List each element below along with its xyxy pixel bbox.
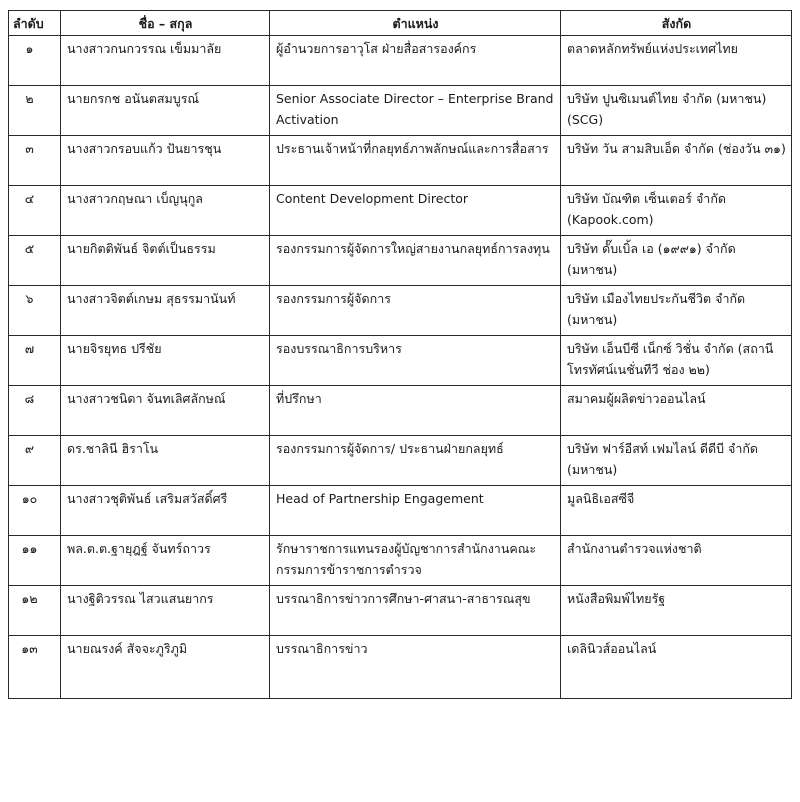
row-name: นายณรงค์ สัจจะภูริภูมิ	[61, 636, 270, 699]
row-no-text: ๑๑	[21, 541, 38, 556]
table-row	[9, 286, 792, 336]
row-position: บรรณาธิการข่าวการศึกษา-ศาสนา-สาธารณสุข	[270, 586, 561, 636]
row-no-text: ๔	[24, 191, 35, 206]
row-affiliation: บริษัท ปูนซิเมนต์ไทย จำกัด (มหาชน) (SCG)	[561, 86, 792, 136]
row-no	[9, 286, 61, 336]
row-name: นายกิตติพันธ์ จิตต์เป็นธรรม	[61, 236, 270, 286]
row-position: รองกรรมการผู้จัดการ	[270, 286, 561, 336]
member-list-table	[8, 10, 792, 699]
header-no: ลำดับ	[9, 11, 61, 36]
row-name: นางสาวกนกวรรณ เข็มมาลัย	[61, 36, 270, 86]
row-name: ดร.ชาลินี ฮิราโน	[61, 436, 270, 486]
row-no-text: ๒	[25, 91, 34, 106]
row-no-text: ๑๒	[21, 591, 38, 606]
header-affiliation: สังกัด	[561, 11, 792, 36]
row-no-text: ๖	[25, 291, 34, 306]
row-no-text: ๓	[25, 141, 34, 156]
row-affiliation: บริษัท เอ็นบีซี เน็กซ์ วิชั่น จำกัด (สถานีโทรทัศน์เนชั่นทีวี ช่อง ๒๒)	[561, 336, 792, 386]
table-row	[9, 386, 792, 436]
row-affiliation: บริษัท วัน สามสิบเอ็ด จำกัด (ช่องวัน ๓๑)	[561, 136, 792, 186]
row-name: นายจิรยุทธ ปรีชัย	[61, 336, 270, 386]
row-name: นางสาวชุติพันธ์ เสริมสวัสดิ์ศรี	[61, 486, 270, 536]
row-name: นางสาวจิตต์เกษม สุธรรมานันท์	[61, 286, 270, 336]
row-no	[9, 336, 61, 386]
row-no-text: ๑๐	[21, 491, 38, 506]
row-position: รองกรรมการผู้จัดการใหญ่สายงานกลยุทธ์การลงทุน	[270, 236, 561, 286]
row-affiliation: เดลินิวส์ออนไลน์	[561, 636, 792, 699]
row-no	[9, 186, 61, 236]
row-no-text: ๘	[24, 391, 35, 406]
table-row	[9, 36, 792, 86]
row-no	[9, 486, 61, 536]
table-row	[9, 486, 792, 536]
header-name: ชื่อ – สกุล	[61, 11, 270, 36]
row-no	[9, 86, 61, 136]
row-name: พล.ต.ต.ฐายุฎฐ์ จันทร์ถาวร	[61, 536, 270, 586]
row-affiliation: สมาคมผู้ผลิตข่าวออนไลน์	[561, 386, 792, 436]
row-position: Senior Associate Director – Enterprise Brand Activation	[270, 86, 561, 136]
row-position: Head of Partnership Engagement	[270, 486, 561, 536]
row-no	[9, 386, 61, 436]
table-row	[9, 136, 792, 186]
row-affiliation: บริษัท บัณฑิต เซ็นเตอร์ จำกัด (Kapook.com)	[561, 186, 792, 236]
row-name: นางสาวชนิดา จันทเลิศลักษณ์	[61, 386, 270, 436]
row-no-text: ๑๓	[21, 641, 38, 656]
table-row	[9, 186, 792, 236]
row-affiliation: มูลนิธิเอสซีจี	[561, 486, 792, 536]
table-row	[9, 336, 792, 386]
row-position: รักษาราชการแทนรองผู้บัญชาการสำนักงานคณะกรรมการข้าราชการตำรวจ	[270, 536, 561, 586]
row-no	[9, 136, 61, 186]
table-row	[9, 586, 792, 636]
row-affiliation: ตลาดหลักทรัพย์แห่งประเทศไทย	[561, 36, 792, 86]
row-no-text: ๕	[24, 241, 35, 256]
header-row	[9, 11, 792, 36]
table-row	[9, 436, 792, 486]
row-position: รองกรรมการผู้จัดการ/ ประธานฝ่ายกลยุทธ์	[270, 436, 561, 486]
row-position: Content Development Director	[270, 186, 561, 236]
row-affiliation: สำนักงานตำรวจแห่งชาติ	[561, 536, 792, 586]
row-name: นายกรกช อนันตสมบูรณ์	[61, 86, 270, 136]
row-affiliation: หนังสือพิมพ์ไทยรัฐ	[561, 586, 792, 636]
table-row	[9, 86, 792, 136]
row-no	[9, 236, 61, 286]
table-row	[9, 536, 792, 586]
row-name: นางฐิติวรรณ ไสวแสนยากร	[61, 586, 270, 636]
table-header	[9, 11, 792, 36]
table-row	[9, 236, 792, 286]
row-no-text: ๗	[24, 341, 35, 356]
row-position: ที่ปรึกษา	[270, 386, 561, 436]
row-position: ผู้อำนวยการอาวุโส ฝ่ายสื่อสารองค์กร	[270, 36, 561, 86]
header-position: ตำแหน่ง	[270, 11, 561, 36]
row-position: รองบรรณาธิการบริหาร	[270, 336, 561, 386]
row-no	[9, 586, 61, 636]
row-affiliation: บริษัท ฟาร์อีสท์ เฟมไลน์ ดีดีบี จำกัด (มหาชน)	[561, 436, 792, 486]
table-body	[9, 36, 792, 699]
table-row	[9, 636, 792, 699]
row-no	[9, 436, 61, 486]
row-position: บรรณาธิการข่าว	[270, 636, 561, 699]
row-no	[9, 636, 61, 699]
row-position: ประธานเจ้าหน้าที่กลยุทธ์ภาพลักษณ์และการสื่อสาร	[270, 136, 561, 186]
row-no	[9, 536, 61, 586]
row-affiliation: บริษัท เมืองไทยประกันชีวิต จำกัด (มหาชน)	[561, 286, 792, 336]
row-no-text: ๑	[25, 41, 34, 56]
row-affiliation: บริษัท ดั๊บเบิ้ล เอ (๑๙๙๑) จำกัด (มหาชน)	[561, 236, 792, 286]
row-no	[9, 36, 61, 86]
row-name: นางสาวกฤษณา เบ็ญนุกูล	[61, 186, 270, 236]
row-no-text: ๙	[24, 441, 35, 456]
row-name: นางสาวกรอบแก้ว ปันยารชุน	[61, 136, 270, 186]
